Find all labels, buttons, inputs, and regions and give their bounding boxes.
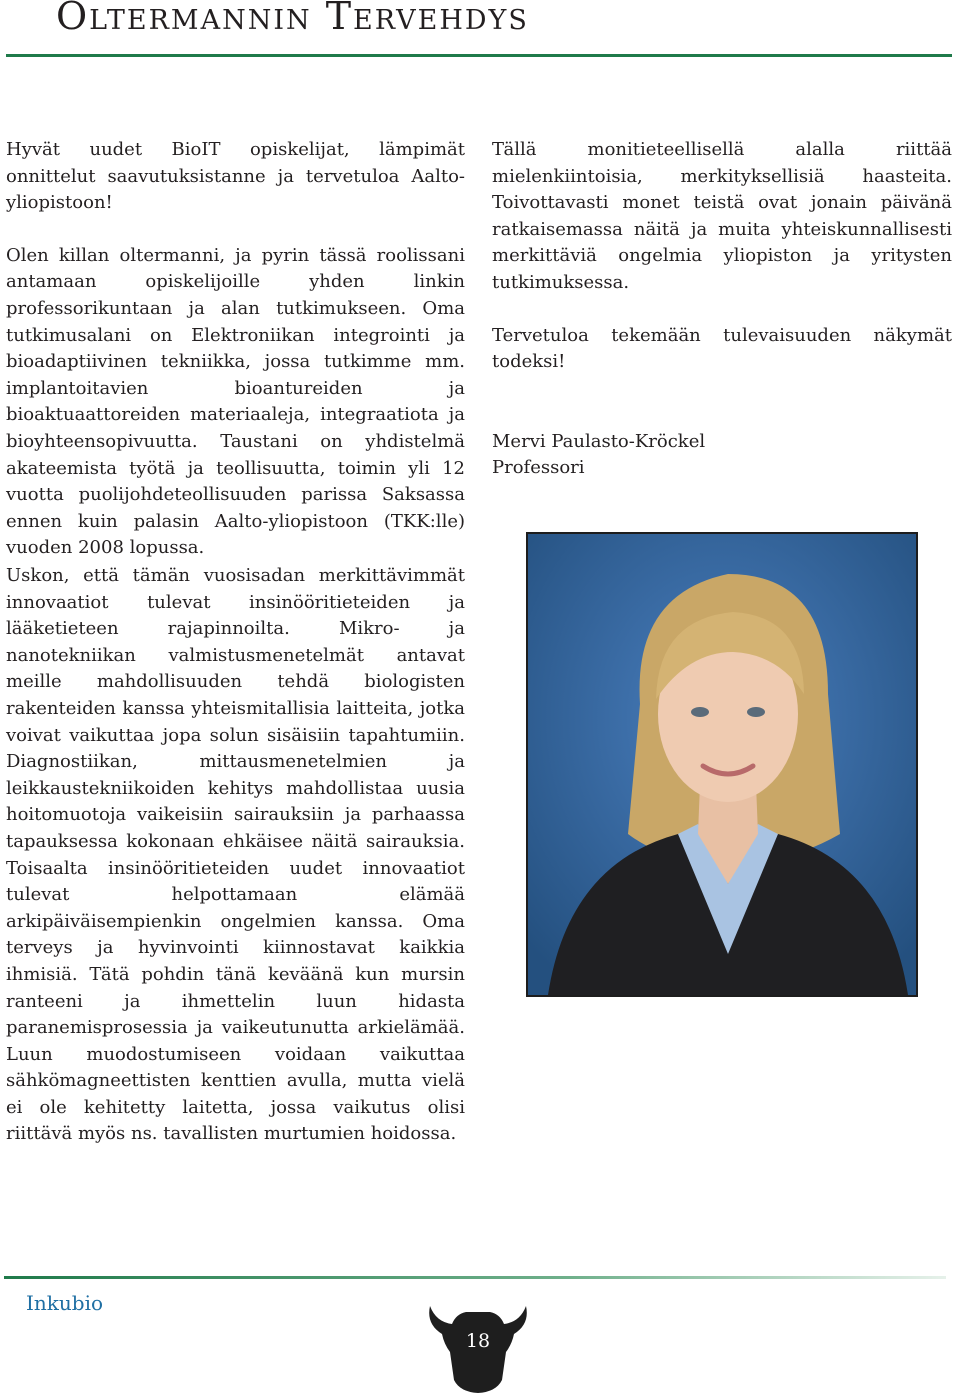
innovation-paragraph: Uskon, että tämän vuosisadan merkittävimmät innovaatiot tulevat insinööritieteiden ja lääketieteen rajapinnoilta. Mikro- ja nanotekniikan valmistusmenetelmät antavat meille mahdollisuuden tehdä biologisten rakenteiden kanssa yhteismitallisia laitteita, jotka voivat vaikuttaa jopa solun sisäisiin tapahtumiin. Diagnostiikan, mittausmenetelmien ja leikkaustekniikoiden kehitys mahdollistaa uusia hoitomuotoja vaikeisiin sairauksiin ja parhaassa tapauksessa kokonaan ehkäisee näitä sairauksia. Toisaalta insinööritieteiden uudet innovaatiot tulevat helpottamaan elämää arkipäiväisempienkin ongelmien kanssa. Oma terveys ja hyvinvointi kiinnostavat kaikkia ihmisiä. Tätä pohdin tänä keväänä kun mursin ranteeni ja ihmettelin luun hidasta paranemisprosessia ja vaikeutunutta arkielämää. Luun muodostumiseen voidaan vaikuttaa sähkömagneettisten kenttien avulla, mutta vielä ei ole kehitetty laitetta, jossa vaikutus olisi riittävä myös ns. tavallisten murtumien hoidossa. bbox=[6, 565, 465, 1145]
left-column-innovation bbox=[6, 563, 465, 1148]
page-number: 18 bbox=[465, 1330, 491, 1352]
welcome-paragraph: Tervetuloa tekemään tulevaisuuden näkymät todeksi! bbox=[492, 324, 952, 373]
greeting-paragraph: Hyvät uudet BioIT opiskelijat, lämpimät onnittelut saavutuksistanne ja tervetuloa Aalto-yliopistoon! bbox=[6, 139, 465, 214]
right-column bbox=[492, 137, 952, 482]
signature-role: Professori bbox=[492, 457, 585, 479]
signature-name: Mervi Paulasto-Kröckel bbox=[492, 430, 706, 452]
footer-brand: Inkubio bbox=[26, 1291, 104, 1315]
title-rule bbox=[6, 54, 952, 57]
portrait-photo bbox=[526, 532, 918, 997]
background-paragraph: Olen killan oltermanni, ja pyrin tässä roolissani antamaan opiskelijoille yhden linkin professorikuntaan ja alan tutkimukseen. Oma tutkimusalani on Elektroniikan integrointi ja bioadaptiivinen tekniikka, jossa tutkimme mm. implantoitavien bioantureiden ja bioaktuaattoreiden materiaaleja, integraatiota ja bioyhteensopivuutta. Taustani on yhdistelmä akateemista työtä ja teollisuutta, toimin yli 12 vuotta puolijohdeteollisuuden parissa Saksassa ennen kuin palasin Aalto-yliopistoon (TKK:lle) vuoden 2008 lopussa. bbox=[6, 244, 465, 559]
page-title: Oltermannin Tervehdys bbox=[56, 0, 529, 38]
left-column-intro bbox=[6, 137, 465, 562]
footer-rule bbox=[4, 1276, 946, 1279]
challenges-paragraph: Tällä monitieteellisellä alalla riittää mielenkiintoisia, merkityksellisiä haasteita. Toivottavasti monet teistä ovat jonain päivänä ratkaisemassa näitä ja muita yhteiskunnallisesti merkittäviä ongelmia yliopiston ja yritysten tutkimuksessa. bbox=[492, 139, 952, 293]
portrait-illustration bbox=[528, 534, 916, 995]
